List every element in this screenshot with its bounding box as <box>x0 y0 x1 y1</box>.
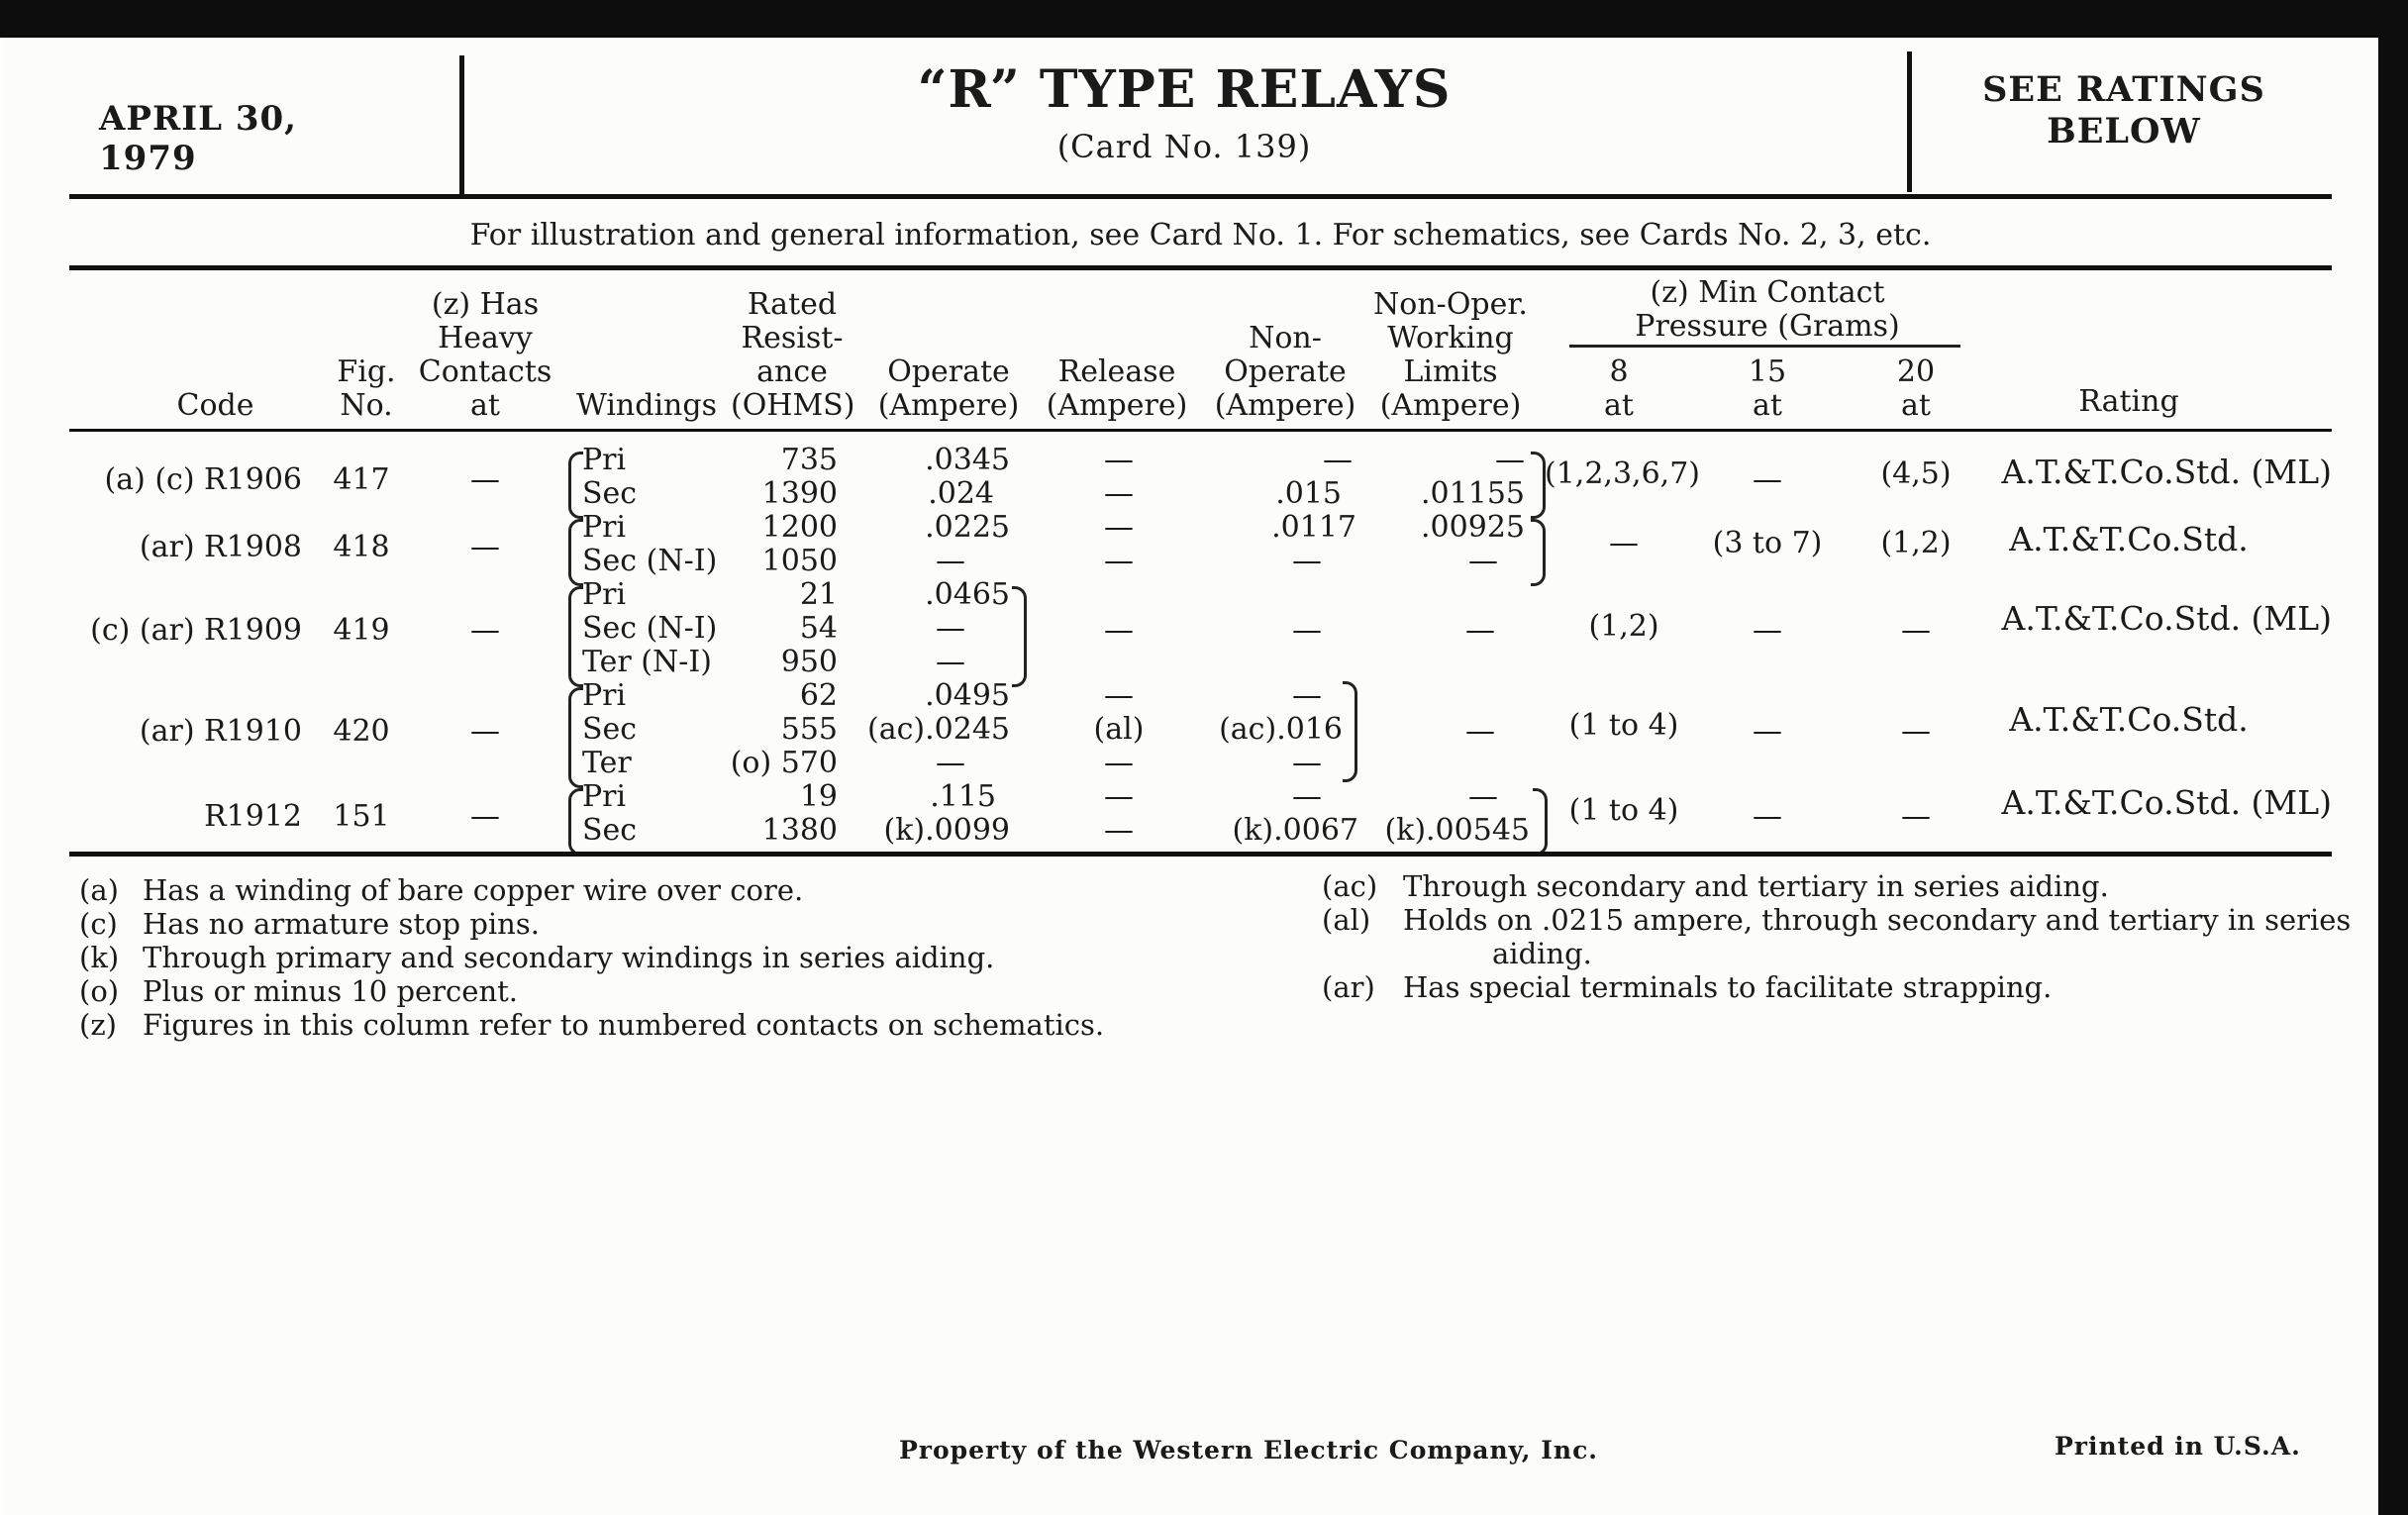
non-oper-working: — <box>1465 613 1495 648</box>
header-divider-right <box>1907 51 1912 192</box>
non-operate: .015 <box>1275 476 1342 511</box>
resistance: 62 <box>799 678 838 713</box>
pressure-20: (1,2) <box>1880 526 1952 560</box>
resistance: 19 <box>799 779 838 814</box>
operate: (k).0099 <box>883 813 1010 848</box>
non-operate: (ac).016 <box>1219 712 1343 747</box>
illustration-note: For illustration and general information, see Card No. 1. For schematics, see Cards No. 2, 3, etc. <box>469 218 1932 252</box>
col-header-min-contact-pressure: (z) Min Contact Pressure (Grams) <box>1635 275 1900 344</box>
operate: .0225 <box>925 510 1010 545</box>
row-heavy: — <box>470 714 500 749</box>
col-header-non-operate: Non- Operate (Ampere) <box>1214 321 1356 423</box>
col-header-code: Code <box>176 388 254 423</box>
non-oper-working: — <box>1495 443 1525 477</box>
non-operate: — <box>1292 678 1322 713</box>
title-block <box>461 59 1907 165</box>
resistance: (o) 570 <box>730 746 838 780</box>
pressure-8: (1 to 4) <box>1568 793 1679 828</box>
non-oper-working: (k).00545 <box>1384 813 1530 848</box>
table-bottom-rule <box>69 852 2332 857</box>
pressure-8: (1,2,3,6,7) <box>1545 456 1700 491</box>
winding: Sec <box>582 476 638 511</box>
issue-date: APRIL 30, 1979 <box>99 99 298 178</box>
pressure-15: — <box>1753 714 1782 749</box>
winding: Pri <box>582 443 627 477</box>
pressure-20: — <box>1901 714 1931 749</box>
row-fig: 418 <box>333 530 390 564</box>
row-fig: 417 <box>333 462 390 497</box>
rating: A.T.&T.Co.Std. (ML) <box>2001 783 2332 822</box>
ratings-line: BELOW <box>2047 111 2201 152</box>
windings-brace <box>568 586 583 687</box>
release: (al) <box>1093 712 1145 747</box>
col-header-non-oper-working: Non-Oper. Working Limits (Ampere) <box>1373 287 1528 423</box>
winding: Ter <box>582 746 632 780</box>
winding: Pri <box>582 779 627 814</box>
card-title: “R” TYPE RELAYS <box>917 59 1452 120</box>
col-header-fig: Fig. No. <box>337 354 396 423</box>
rating: A.T.&T.Co.Std. (ML) <box>2001 453 2332 491</box>
footnote: (k) Through primary and secondary windings in series aiding. <box>79 941 995 974</box>
row-code: (c) (ar) R1909 <box>90 613 302 648</box>
col-header-operate: Operate (Ampere) <box>877 354 1020 423</box>
release: — <box>1104 544 1134 578</box>
pressure-20: (4,5) <box>1880 456 1952 491</box>
pressure-8: (1,2) <box>1588 609 1659 644</box>
scan-top-edge <box>0 0 2408 38</box>
rating: A.T.&T.Co.Std. (ML) <box>2001 599 2332 638</box>
row-heavy: — <box>470 799 500 834</box>
operate: — <box>936 544 965 578</box>
footnote: (z) Figures in this column refer to numbered contacts on schematics. <box>79 1008 1105 1042</box>
release: — <box>1104 779 1134 814</box>
release: — <box>1104 443 1134 477</box>
winding: Pri <box>582 577 627 612</box>
footnote-continuation: aiding. <box>1492 937 1592 970</box>
footnote: (o) Plus or minus 10 percent. <box>79 974 518 1008</box>
winding: Pri <box>582 678 627 713</box>
operate: .024 <box>928 476 994 511</box>
scan-right-edge <box>2378 0 2408 1515</box>
reference-card <box>2 38 2378 1515</box>
col-header-p20: 20 at <box>1896 354 1936 423</box>
col-header-p8: 8 at <box>1604 354 1634 423</box>
pressure-15: — <box>1753 462 1782 497</box>
footnote: (ar) Has special terminals to facilitate strapping. <box>1322 970 2053 1004</box>
non-operate: — <box>1292 746 1322 780</box>
non-oper-working: — <box>1465 714 1495 749</box>
operate-brace <box>1012 586 1027 687</box>
card-number: (Card No. 139) <box>1056 128 1312 165</box>
resistance: 555 <box>780 712 838 747</box>
printed-note: Printed in U.S.A. <box>2055 1432 2301 1461</box>
resistance: 1380 <box>761 813 838 848</box>
operate: (ac).0245 <box>867 712 1010 747</box>
col-header-rating: Rating <box>2078 384 2179 419</box>
rating: A.T.&T.Co.Std. <box>2009 700 2249 739</box>
winding: Sec (N-I) <box>582 611 718 646</box>
footnote: (a) Has a winding of bare copper wire over core. <box>79 873 804 907</box>
resistance: 735 <box>780 443 838 477</box>
header-bottom-rule <box>69 429 2332 432</box>
resistance: 1050 <box>761 544 838 578</box>
windings-brace <box>568 788 583 856</box>
operate: — <box>936 611 965 646</box>
non-operate-brace <box>1343 681 1357 782</box>
release: — <box>1104 746 1134 780</box>
col-header-windings: Windings <box>576 388 717 423</box>
pressure-15: — <box>1753 799 1782 834</box>
ratings-line: SEE RATINGS <box>1982 69 2265 110</box>
non-oper-working: .01155 <box>1421 476 1525 511</box>
row-heavy: — <box>470 530 500 564</box>
release: — <box>1104 476 1134 511</box>
non-oper-working: — <box>1468 779 1498 814</box>
pressure-20: — <box>1901 799 1931 834</box>
resistance: 21 <box>799 577 838 612</box>
release: — <box>1104 813 1134 848</box>
operate: — <box>936 645 965 679</box>
col-header-release: Release (Ampere) <box>1046 354 1188 423</box>
row-heavy: — <box>470 462 500 497</box>
pressure-8: (1 to 4) <box>1568 708 1679 743</box>
resistance: 1390 <box>761 476 838 511</box>
table-top-rule <box>69 265 2332 270</box>
windings-brace <box>568 519 583 586</box>
pressure-15: — <box>1753 613 1782 648</box>
winding: Pri <box>582 510 627 545</box>
row-code: (a) (c) R1906 <box>104 462 302 497</box>
working-limits-brace <box>1531 519 1546 586</box>
resistance: 950 <box>780 645 838 679</box>
resistance: 54 <box>799 611 838 646</box>
non-oper-working: .00925 <box>1421 510 1525 545</box>
release: — <box>1104 510 1134 545</box>
pressure-8: — <box>1609 526 1639 560</box>
operate: .115 <box>930 779 996 814</box>
header-rule <box>69 194 2332 199</box>
release: — <box>1104 678 1134 713</box>
pressure-group-rule <box>1569 345 1960 348</box>
non-operate: — <box>1292 779 1322 814</box>
rating: A.T.&T.Co.Std. <box>2009 520 2249 558</box>
windings-brace <box>568 687 583 788</box>
winding: Sec <box>582 813 638 848</box>
footnote: (ac) Through secondary and tertiary in series aiding. <box>1322 869 2109 903</box>
non-operate: — <box>1292 613 1322 648</box>
non-operate: (k).0067 <box>1232 813 1358 848</box>
col-header-heavy-contacts: (z) Has Heavy Contacts at <box>418 287 552 423</box>
row-fig: 151 <box>333 799 390 834</box>
footnote: (al) Holds on .0215 ampere, through secondary and tertiary in series <box>1322 903 2352 937</box>
winding: Sec (N-I) <box>582 544 718 578</box>
operate: .0345 <box>925 443 1010 477</box>
operate: .0465 <box>925 577 1010 612</box>
row-code: R1912 <box>204 799 302 834</box>
row-code: (ar) R1910 <box>139 714 302 749</box>
winding: Ter (N-I) <box>582 645 712 679</box>
non-oper-working: — <box>1468 544 1498 578</box>
resistance: 1200 <box>761 510 838 545</box>
row-fig: 419 <box>333 613 390 648</box>
release: — <box>1104 613 1134 648</box>
col-header-p15: 15 at <box>1748 354 1787 423</box>
ratings-note <box>1921 69 2327 152</box>
property-note: Property of the Western Electric Company, Inc. <box>899 1436 1599 1464</box>
non-operate: .0117 <box>1271 510 1356 545</box>
non-operate: — <box>1292 544 1322 578</box>
col-header-resistance: Rated Resist- ance (OHMS) <box>731 287 855 423</box>
operate: — <box>936 746 965 780</box>
working-limits-brace <box>1533 788 1548 856</box>
row-code: (ar) R1908 <box>139 530 302 564</box>
row-heavy: — <box>470 613 500 648</box>
working-limits-brace <box>1531 452 1546 519</box>
operate: .0495 <box>925 678 1010 713</box>
pressure-15: (3 to 7) <box>1712 526 1823 560</box>
non-operate: — <box>1323 443 1353 477</box>
windings-brace <box>568 452 583 519</box>
pressure-20: — <box>1901 613 1931 648</box>
footnote: (c) Has no armature stop pins. <box>79 907 540 941</box>
winding: Sec <box>582 712 638 747</box>
row-fig: 420 <box>333 714 390 749</box>
